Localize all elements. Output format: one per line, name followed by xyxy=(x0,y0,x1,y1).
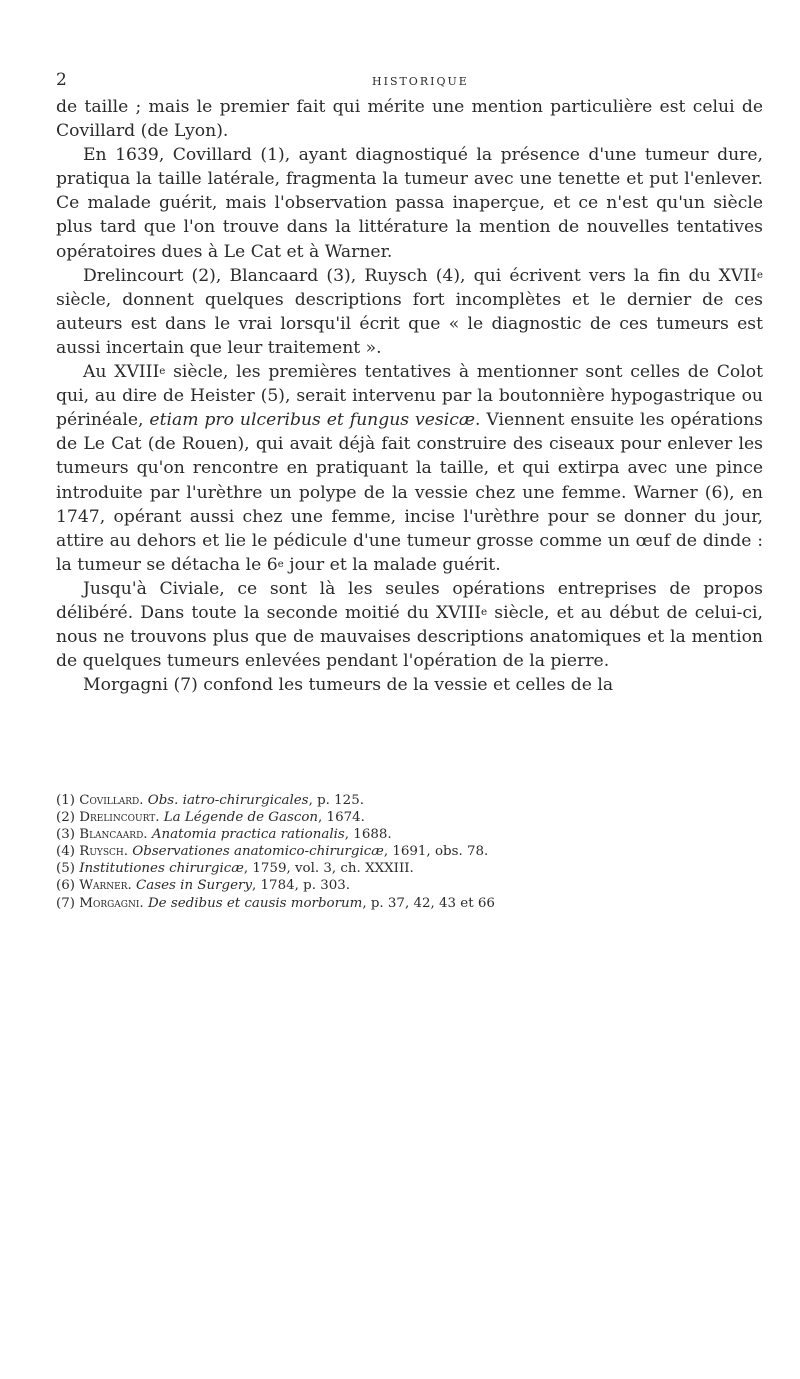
footnote: (5) Institutiones chirurgicæ, 1759, vol. 3, ch. XXXIII. xyxy=(56,861,414,877)
footnote: (7) Morgagni. De sedibus et causis morborum, p. 37, 42, 43 et 66 xyxy=(56,895,495,911)
body-text xyxy=(56,95,763,697)
paragraph: Drelincourt (2), Blancaard (3), Ruysch (4), qui écrivent vers la fin du XVIIe siècle, donnent quelques descriptions fort incomplètes et le dernier de ces auteurs est dans le vrai lorsqu'il écrit que « le diagnostic de ces tumeurs est aussi incertain que leur traitement ». xyxy=(56,265,763,358)
page-number: 2 xyxy=(56,70,67,90)
paragraph: Au XVIIIe siècle, les premières tentatives à mentionner sont celles de Colot qui, au dire de Heister (5), serait intervenu par la boutonnière hypogastrique ou périnéale, etiam pro ulceribus et fungus vesicæ. Viennent ensuite les opérations de Le Cat (de Rouen), qui avait déjà fait construire des ciseaux pour enlever les tumeurs qu'on rencontre en pratiquant la taille, et qui extirpa avec une pince introduite par l'urèthre un polype de la vessie chez une femme. Warner (6), en 1747, opérant aussi chez une femme, incise l'urèthre pour se donner du jour, attire au dehors et lie le pédicule d'une tumeur grosse comme un œuf de dinde : la tumeur se détacha le 6e jour et la malade guérit. xyxy=(56,362,763,575)
paragraph: Jusqu'à Civiale, ce sont là les seules opérations entreprises de propos délibéré. Dans toute la seconde moitié du XVIIIe siècle, et au début de celui-ci, nous ne trouvons plus que de mauvaises descriptions anatomiques et la mention de quelques tumeurs enlevées pendant l'opération de la pierre. xyxy=(56,578,764,672)
footnote: (6) Warner. Cases in Surgery, 1784, p. 303. xyxy=(56,878,351,894)
running-head: HISTORIQUE xyxy=(372,75,469,88)
footnote: (1) Covillard. Obs. iatro-chirurgicales, p. 125. xyxy=(56,793,364,808)
footnote: (2) Drelincourt. La Légende de Gascon, 1674. xyxy=(56,810,365,826)
paragraph: Morgagni (7) confond les tumeurs de la vessie et celles de la xyxy=(83,675,614,696)
paragraph: de taille ; mais le premier fait qui mérite une mention particulière est celui de Covillard (de Lyon). xyxy=(56,97,763,142)
paragraph: En 1639, Covillard (1), ayant diagnostiqué la présence d'une tumeur dure, pratiqua la taille latérale, fragmenta la tumeur avec une tenette et put l'enlever. Ce malade guérit, mais l'observation passa inaperçue, et ce n'est qu'un siècle plus tard que l'on trouve dans la littérature la mention de nouvelles tentatives opératoires dues à Le Cat et à Warner. xyxy=(56,145,763,262)
footnotes xyxy=(56,792,763,912)
footnote: (4) Ruysch. Observationes anatomico-chirurgicæ, 1691, obs. 78. xyxy=(56,844,489,860)
footnote: (3) Blancaard. Anatomia practica rationalis, 1688. xyxy=(56,827,392,843)
